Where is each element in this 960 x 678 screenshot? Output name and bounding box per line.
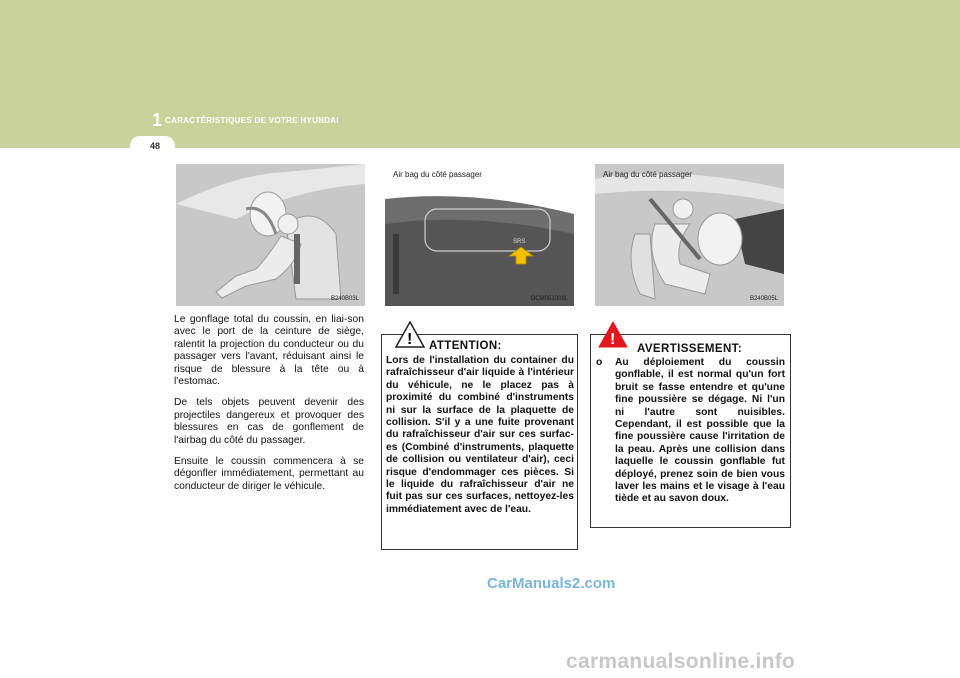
danger-triangle-icon — [598, 321, 628, 348]
figure-caption: Air bag du côté passager — [393, 170, 482, 179]
passenger-airbag-deployment-illustration — [595, 164, 784, 306]
dashboard-srs-airbag-illustration — [385, 164, 574, 306]
attention-heading: ATTENTION: — [429, 340, 502, 352]
body-paragraph: Le gonflage total du coussin, en liai-son avec le port de la ceinture de siège, ralentit la projection du conducteur ou du passager vers l'avant, réduisant ainsi le risque de blessure à la tête ou à l'estomac. — [174, 314, 364, 388]
warning-triangle-icon — [395, 321, 425, 348]
svg-text:!: ! — [610, 331, 616, 348]
figure-code: B240B05L — [749, 296, 778, 302]
bullet-marker: o — [596, 357, 603, 368]
page-number: 48 — [150, 141, 161, 151]
header-band — [0, 0, 960, 148]
figure-code: OCM051009L — [530, 296, 568, 302]
svg-text:!: ! — [407, 331, 413, 348]
body-text-column — [174, 314, 364, 502]
body-paragraph: Ensuite le coussin commencera à se dégonfler immédiatement, permettant au conducteur de diriger le véhicule. — [174, 456, 364, 492]
airbag-deployment-driver-illustration — [176, 164, 365, 306]
figure-driver-airbag — [176, 164, 365, 306]
body-paragraph: De tels objets peuvent devenir des projectiles dangereux et provoquer des blessures en cas de gonflement de l'airbag du côté du passager. — [174, 397, 364, 446]
figure-caption: Air bag du côté passager — [603, 170, 692, 179]
figure-passenger-airbag — [595, 164, 784, 306]
chapter-title: CARACTÉRISTIQUES DE VOTRE HYUNDAI — [165, 116, 339, 125]
avertissement-box — [590, 331, 791, 528]
avertissement-heading: AVERTISSEMENT: — [637, 343, 743, 355]
figure-code: B240B03L — [330, 296, 359, 302]
attention-text: Lors de l'installation du container du rafraîchisseur d'air liquide à l'intérieur du véhicule, ne le placez pas à proximité du combiné d'instruments ni sur la surface de la plaquette de collision. S'il y a une fuite provenant du rafraîchisseur d'air sur ces surfac-es (Combiné d'instruments, plaquette de collision ou ventilateur d'air), ceci risque d'endommager ces pièces. Si le liquide du rafraîchisseur d'air ne fuit pas sur ces surfaces, nettoyez-les immédiatement avec de l'eau. — [386, 355, 574, 515]
watermark-carmanuals2: CarManuals2.com — [487, 575, 616, 592]
svg-text:SRS: SRS — [513, 239, 526, 245]
figure-passenger-dashboard — [385, 164, 574, 306]
avertissement-text: Au déploiement du coussin gonflable, il est normal qu'un fort bruit se fasse entendre et qu'une fine poussière se dégage. Ni l'un ni l'autre sont nuisibles. Cependant, il est possible que la fine poussière cause l'irritation de la peau. Après une collision dans laquelle le coussin gonflable fut déployé, prenez soin de bien vous laver les mains et le visage à l'eau tiède et au savon doux. — [615, 357, 785, 505]
watermark-carmanualsonline: carmanualsonline.info — [566, 650, 796, 673]
attention-box — [381, 331, 578, 550]
chapter-number: 1 — [152, 110, 163, 130]
